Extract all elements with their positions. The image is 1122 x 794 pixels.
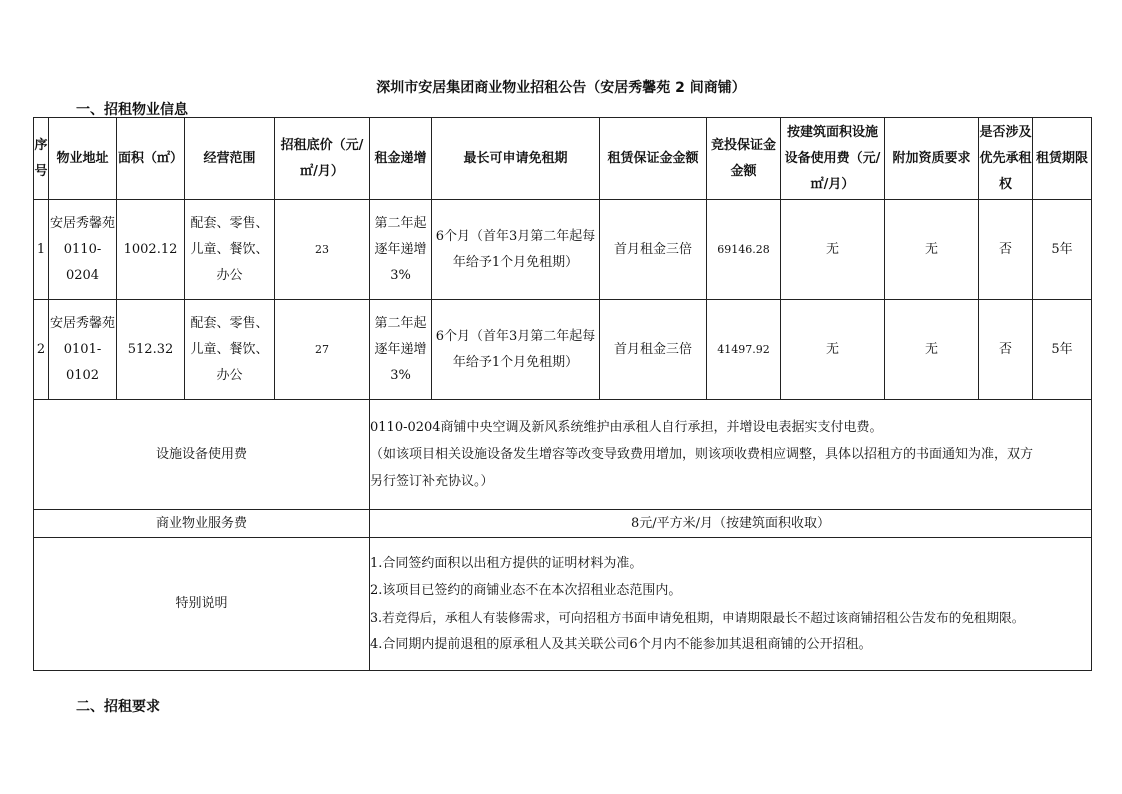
cell-free-period: 6个月（首年3月第二年起每年给予1个月免租期） — [432, 200, 600, 300]
cell-scope: 配套、零售、儿童、餐饮、办公 — [185, 200, 275, 300]
table-row — [34, 200, 1092, 300]
special-note-item: 3.若竞得后，承租人有装修需求，可向招租方书面申请免租期，申请期限最长不超过该商铺招租公告发布的免租期限。 — [370, 610, 1025, 625]
cell-base-rent: 27 — [275, 300, 370, 400]
cell-deposit: 首月租金三倍 — [600, 200, 707, 300]
cell-seq: 2 — [34, 300, 49, 400]
cell-increase: 第二年起逐年递增3% — [370, 300, 432, 400]
header-scope: 经营范围 — [185, 118, 275, 200]
cell-facility-fee: 无 — [781, 300, 885, 400]
service-fee-label: 商业物业服务费 — [34, 510, 370, 538]
header-seq: 序号 — [34, 118, 49, 200]
cell-extra-req: 无 — [885, 200, 979, 300]
section-heading-requirements: 二、招租要求 — [76, 699, 160, 715]
cell-seq: 1 — [34, 200, 49, 300]
header-facility-fee: 按建筑面积设施设备使用费（元/㎡/月） — [781, 118, 885, 200]
cell-bid-deposit: 41497.92 — [707, 300, 781, 400]
cell-area: 1002.12 — [117, 200, 185, 300]
header-extra-req: 附加资质要求 — [885, 118, 979, 200]
cell-deposit: 首月租金三倍 — [600, 300, 707, 400]
cell-facility-fee: 无 — [781, 200, 885, 300]
facility-fee-line: 另行签订补充协议。） — [370, 474, 494, 489]
special-note-item: 1.合同签约面积以出租方提供的证明材料为准。 — [370, 556, 643, 571]
cell-priority: 否 — [979, 200, 1033, 300]
cell-increase: 第二年起逐年递增3% — [370, 200, 432, 300]
property-info-table — [33, 117, 1092, 671]
header-base-rent: 招租底价（元/㎡/月） — [275, 118, 370, 200]
cell-scope: 配套、零售、儿童、餐饮、办公 — [185, 300, 275, 400]
facility-fee-row — [34, 400, 1092, 510]
service-fee-value: 8元/平方米/月（按建筑面积收取） — [370, 510, 1092, 538]
cell-address: 安居秀馨苑0101-0102 — [49, 300, 117, 400]
special-notes-row — [34, 538, 1092, 671]
special-note-item: 2.该项目已签约的商铺业态不在本次招租业态范围内。 — [370, 583, 682, 598]
special-note-item: 4.合同期内提前退租的原承租人及其关联公司6个月内不能参加其退租商铺的公开招租。 — [370, 637, 872, 652]
header-area: 面积（㎡） — [117, 118, 185, 200]
facility-fee-content — [370, 400, 1092, 510]
facility-fee-line: （如该项目相关设施设备发生增容等改变导致费用增加，则该项收费相应调整，具体以招租方的书面通知为准，双方 — [370, 447, 1034, 462]
header-address: 物业地址 — [49, 118, 117, 200]
header-free-period: 最长可申请免租期 — [432, 118, 600, 200]
header-deposit: 租赁保证金金额 — [600, 118, 707, 200]
header-increase: 租金递增 — [370, 118, 432, 200]
cell-term: 5年 — [1033, 300, 1092, 400]
cell-bid-deposit: 69146.28 — [707, 200, 781, 300]
cell-priority: 否 — [979, 300, 1033, 400]
cell-term: 5年 — [1033, 200, 1092, 300]
cell-free-period: 6个月（首年3月第二年起每年给予1个月免租期） — [432, 300, 600, 400]
header-term: 租赁期限 — [1033, 118, 1092, 200]
header-priority: 是否涉及优先承租权 — [979, 118, 1033, 200]
facility-fee-line: 0110-0204商铺中央空调及新风系统维护由承租人自行承担，并增设电表据实支付电费。 — [370, 420, 883, 435]
cell-base-rent: 23 — [275, 200, 370, 300]
table-row — [34, 300, 1092, 400]
facility-fee-label: 设施设备使用费 — [34, 400, 370, 510]
section-heading-property-info: 一、招租物业信息 — [76, 102, 188, 118]
special-notes-content — [370, 538, 1092, 671]
cell-address: 安居秀馨苑0110-0204 — [49, 200, 117, 300]
service-fee-row — [34, 510, 1092, 538]
cell-extra-req: 无 — [885, 300, 979, 400]
special-notes-label: 特别说明 — [34, 538, 370, 671]
document-title: 深圳市安居集团商业物业招租公告（安居秀馨苑 2 间商铺） — [376, 80, 746, 96]
table-header-row — [34, 118, 1092, 200]
header-bid-deposit: 竞投保证金金额 — [707, 118, 781, 200]
cell-area: 512.32 — [117, 300, 185, 400]
